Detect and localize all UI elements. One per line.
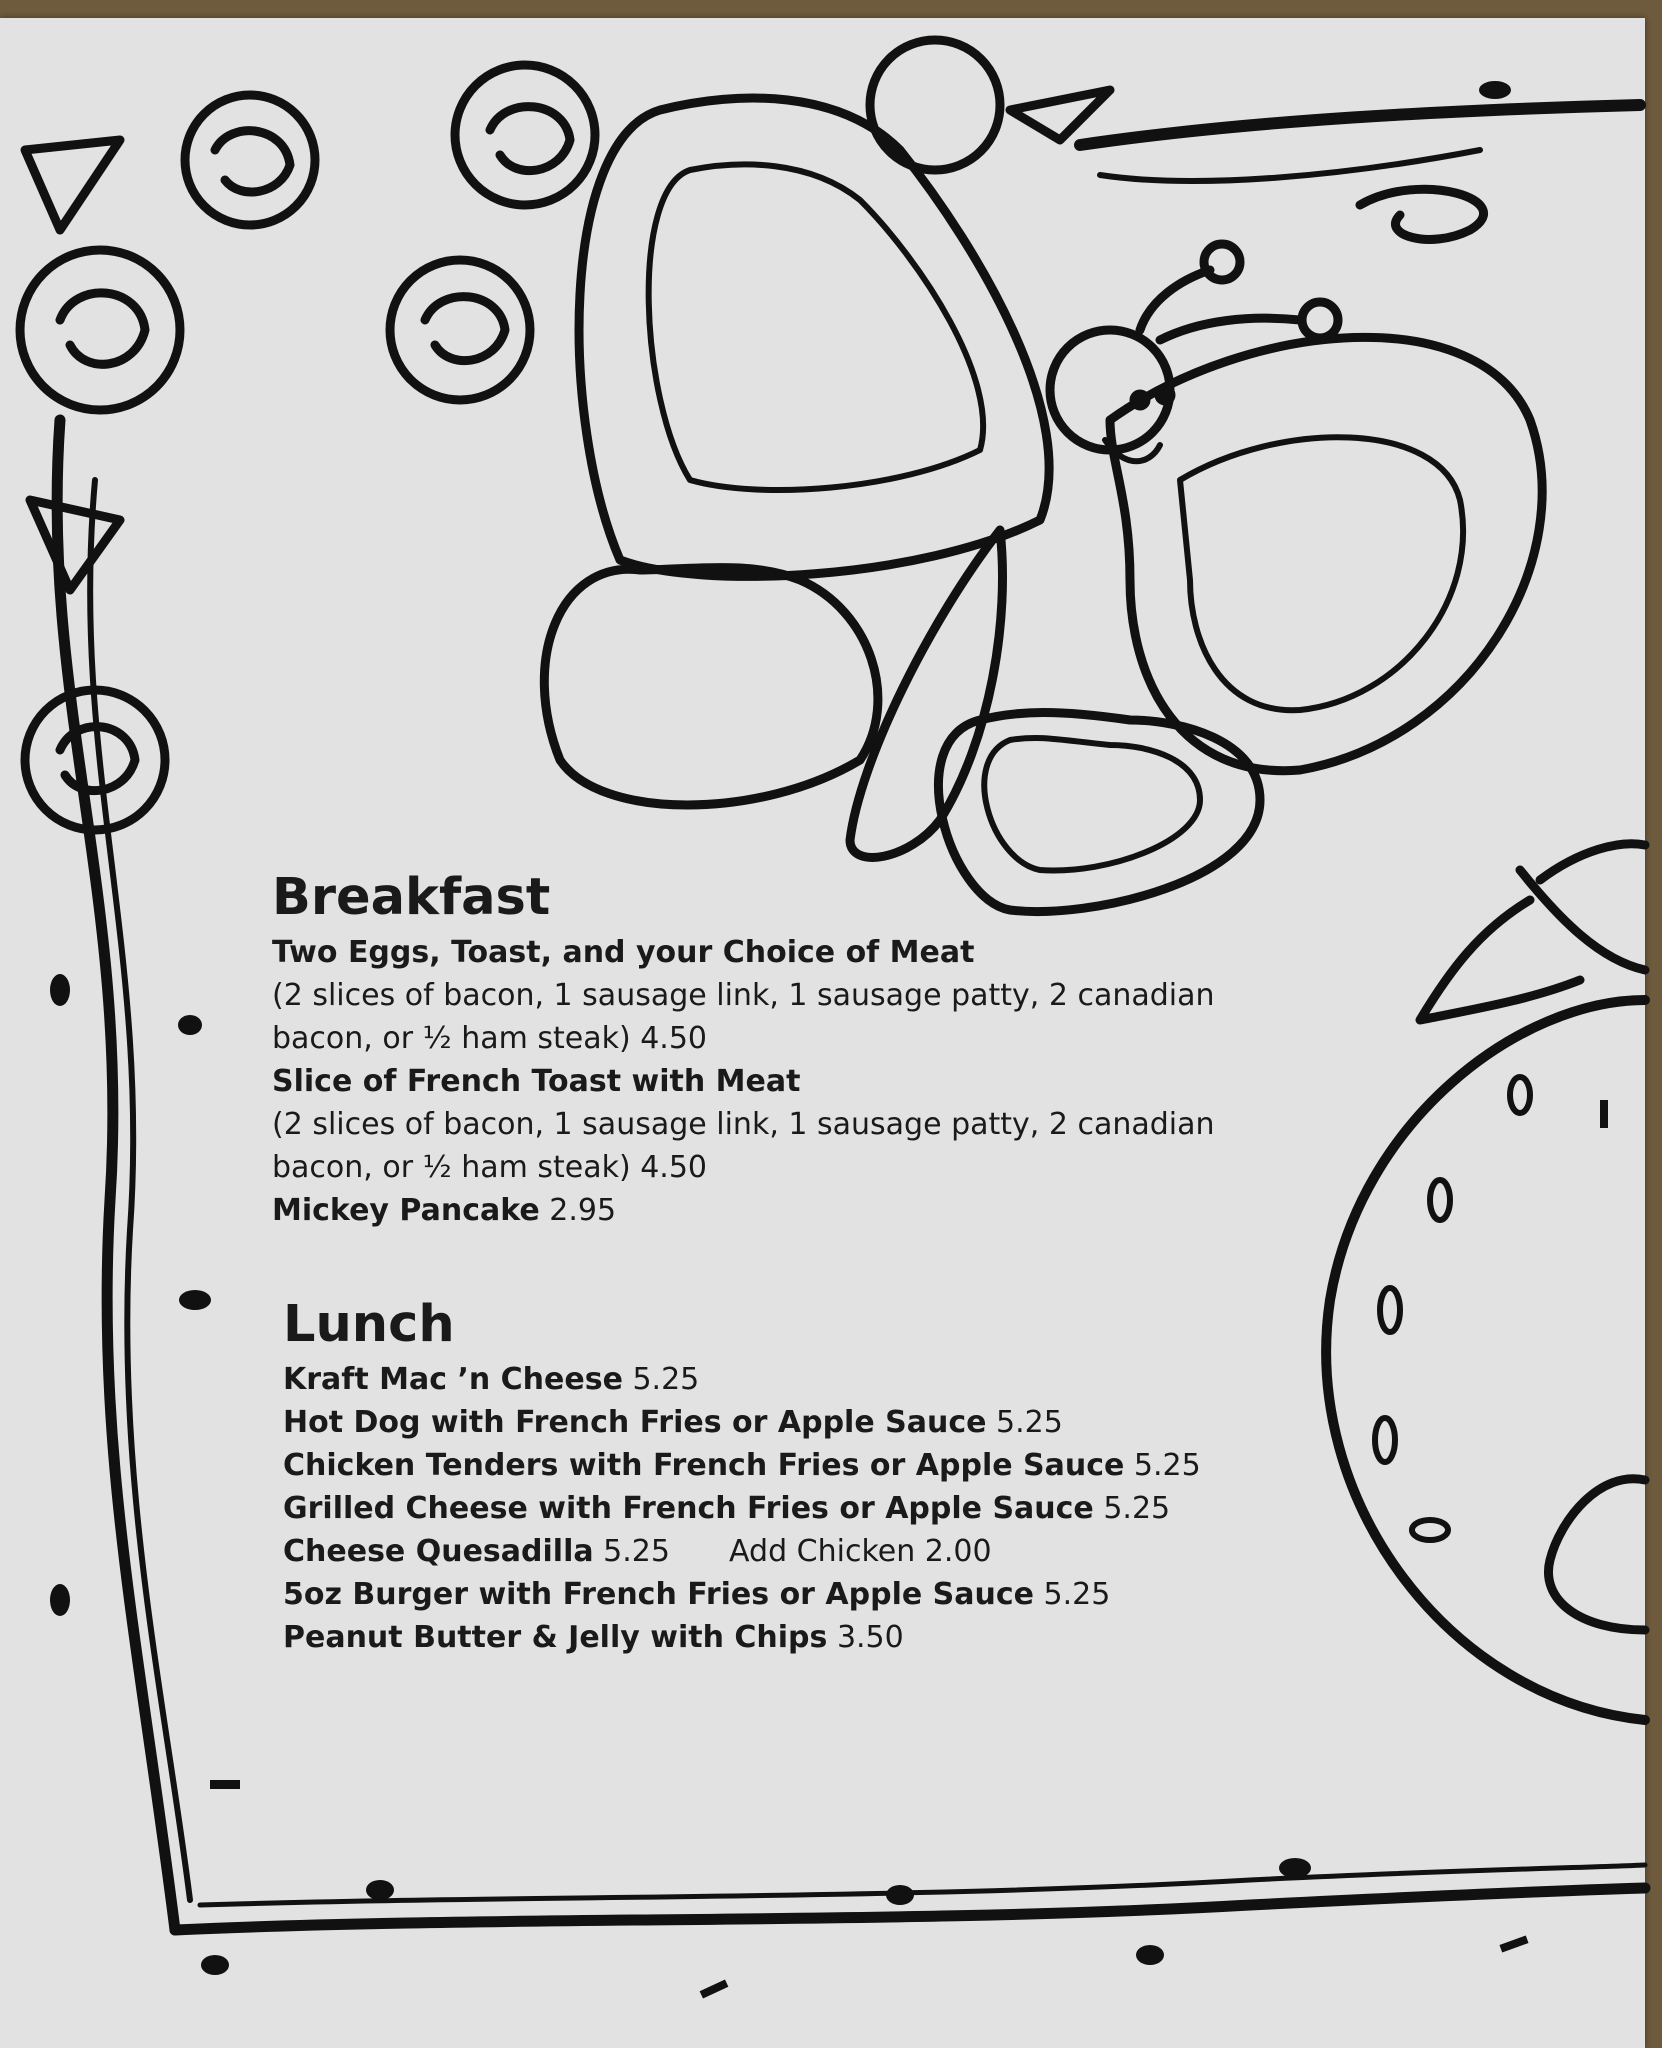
menu-item-price: 5.25 — [603, 1534, 670, 1569]
menu-item-name: Slice of French Toast with Meat — [272, 1064, 801, 1099]
menu-item-name: Chicken Tenders with French Fries or Apple Sauce — [283, 1448, 1125, 1483]
menu-item-price: 5.25 — [632, 1362, 700, 1397]
breakfast-heading: Breakfast — [272, 868, 551, 927]
menu-item-addon: Add Chicken 2.00 — [729, 1534, 992, 1569]
menu-item-name: 5oz Burger with French Fries or Apple Sauce — [283, 1577, 1034, 1612]
lunch-section — [283, 1295, 1201, 1659]
menu-item-name: Hot Dog with French Fries or Apple Sauce — [283, 1405, 987, 1440]
menu-item — [283, 1616, 1201, 1659]
menu-item-name: Mickey Pancake — [272, 1193, 540, 1228]
swirl — [1360, 189, 1484, 239]
breakfast-section — [272, 868, 1215, 1232]
menu-item — [283, 1530, 1201, 1573]
menu-item-price: 3.50 — [836, 1620, 904, 1655]
menu-item-price: 5.25 — [996, 1405, 1063, 1440]
left-vine — [57, 420, 175, 1930]
strawberry — [1326, 844, 1645, 1720]
menu-item-name: Peanut Butter & Jelly with Chips — [283, 1620, 828, 1655]
menu-item-description: bacon, or ½ ham steak) 4.50 — [272, 1150, 707, 1185]
menu-item-name: Grilled Cheese with French Fries or Apple Sauce — [283, 1491, 1094, 1526]
menu-item — [283, 1573, 1201, 1616]
menu-item-name: Cheese Quesadilla — [283, 1534, 594, 1569]
menu-item-description: (2 slices of bacon, 1 sausage link, 1 sausage patty, 2 canadian — [272, 978, 1215, 1013]
menu-item-price: 5.25 — [1133, 1448, 1201, 1483]
menu-item-price: 5.25 — [1043, 1577, 1111, 1612]
menu-item — [283, 1444, 1201, 1487]
menu-item-price: 2.95 — [549, 1193, 617, 1228]
menu-item — [272, 1189, 1215, 1232]
menu-item-name: Two Eggs, Toast, and your Choice of Meat — [272, 935, 975, 970]
menu-item-description: (2 slices of bacon, 1 sausage link, 1 sausage patty, 2 canadian — [272, 1107, 1215, 1142]
menu-item-description: bacon, or ½ ham steak) 4.50 — [272, 1021, 707, 1056]
menu-item — [283, 1401, 1201, 1444]
menu-item — [283, 1358, 1201, 1401]
top-vine — [1080, 105, 1640, 145]
rose-cluster — [20, 40, 1110, 830]
lunch-heading: Lunch — [283, 1295, 455, 1354]
menu-item-name: Kraft Mac ’n Cheese — [283, 1362, 623, 1397]
menu-item-price: 5.25 — [1103, 1491, 1171, 1526]
menu-item — [283, 1487, 1201, 1530]
